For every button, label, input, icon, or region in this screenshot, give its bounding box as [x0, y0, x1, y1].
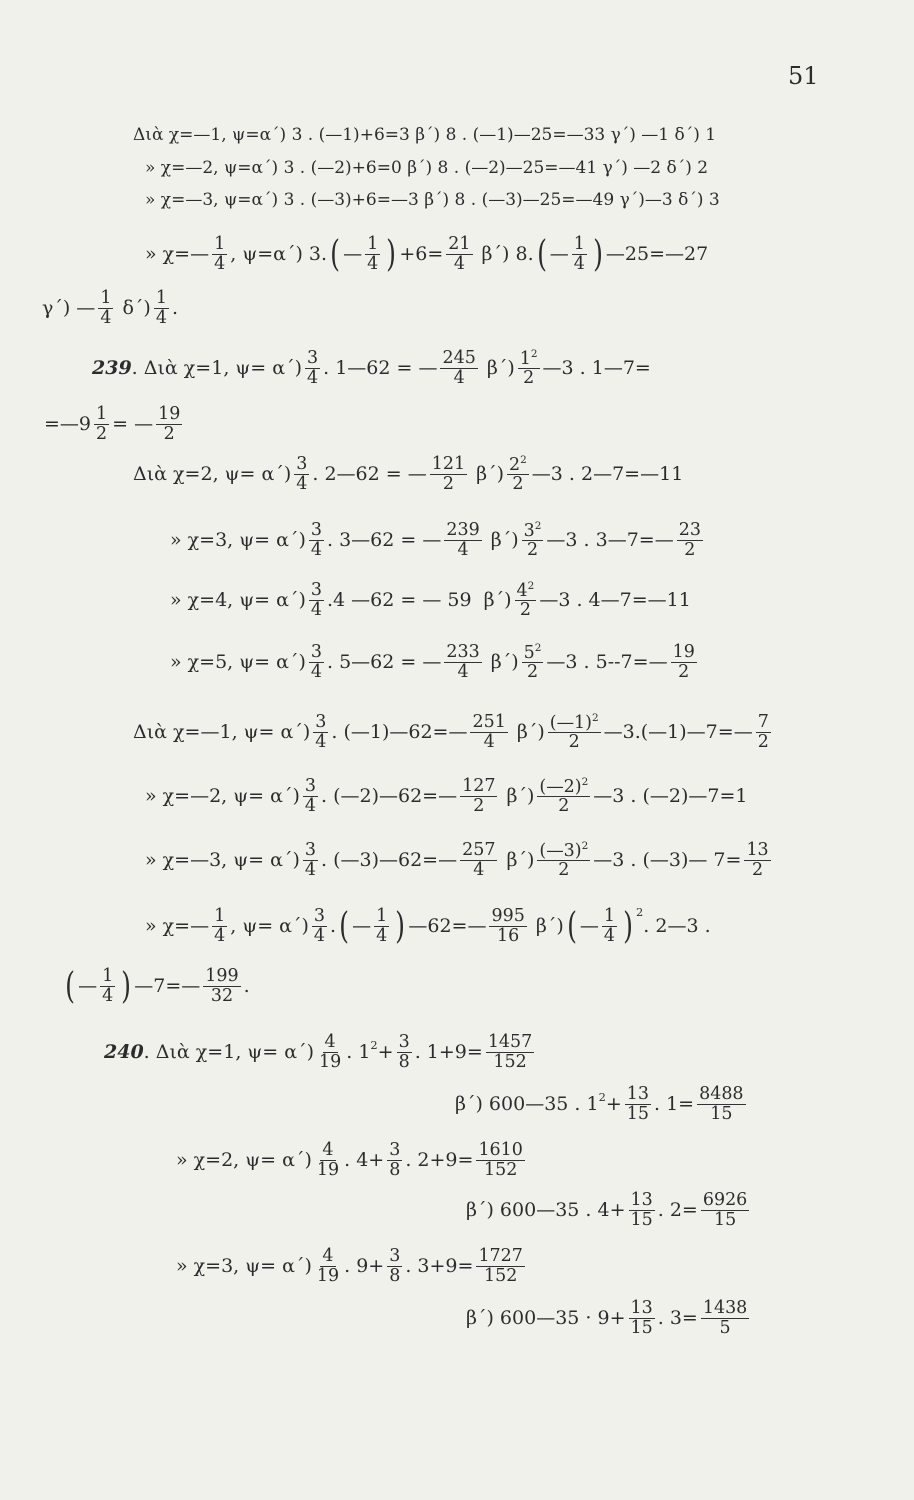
text: » χ=—	[145, 915, 210, 937]
equation-line: Διὰ χ=—1, ψ=α΄) 3 . (—1)+6=3 β΄) 8 . (—1)—25=—33 γ΄) —1 δ΄) 1	[133, 125, 717, 145]
text: β΄)	[500, 849, 535, 871]
fraction: 1 4	[100, 288, 112, 328]
fraction: $\frac{1727}{152}$	[478, 1246, 523, 1286]
fraction: $\frac{21}{4}$	[448, 234, 471, 274]
fraction: $\frac{1}{2}$	[96, 404, 108, 444]
text: γ΄) —	[42, 297, 96, 319]
text: . 2+9=	[405, 1149, 474, 1171]
fraction: 3 4	[307, 348, 319, 388]
fraction: 3 4	[296, 454, 308, 494]
text: —3 . 1—7=	[542, 357, 651, 379]
fraction: 1 4	[376, 906, 388, 946]
fraction: (—2)$^2$ 2	[539, 775, 589, 816]
text: . 3=	[657, 1307, 698, 1329]
equation-line	[133, 700, 774, 764]
equation-line	[455, 1072, 749, 1136]
fraction: $\frac{3}{8}$	[389, 1140, 401, 1180]
text: —3 . 4—7=—11	[539, 589, 691, 611]
text: β΄) 600—35 . 4+	[466, 1199, 626, 1221]
text: » χ=3, ψ= α΄)	[176, 1255, 312, 1277]
equation-line	[170, 568, 691, 632]
text: » χ=2, ψ= α΄)	[176, 1149, 312, 1171]
text: . 1	[346, 1041, 371, 1063]
text: . 3+9=	[405, 1255, 474, 1277]
fraction: 995 16	[491, 906, 525, 946]
fraction: 4 19	[319, 1032, 342, 1072]
text: . 5—62 = —	[327, 651, 442, 673]
text: +	[377, 1041, 394, 1063]
text: +	[605, 1093, 622, 1115]
text: Διὰ χ=2, ψ= α΄)	[133, 463, 292, 485]
right-paren: )	[592, 232, 603, 275]
text: —3 . 5--7=—	[546, 651, 668, 673]
text: . 2—3 .	[643, 915, 711, 937]
equation-line: » χ=—2, ψ=α΄) 3 . (—2)+6=0 β΄) 8 . (—2)—25=—41 γ΄) —2 δ΄) 2	[145, 158, 709, 178]
equation-line	[466, 1286, 752, 1350]
text: β΄) 8.	[475, 243, 534, 265]
fraction: $\frac{13}{15}$	[630, 1298, 653, 1338]
text: =—9	[44, 413, 92, 435]
text: . (—2)—62=—	[321, 785, 458, 807]
fraction: 1 4	[573, 234, 585, 274]
fraction: $\frac{1457}{152}$	[487, 1032, 533, 1072]
text: . 9+	[344, 1255, 385, 1277]
text: » χ=—2, ψ= α΄)	[145, 785, 300, 807]
fraction: 23 2	[678, 520, 701, 560]
fraction: 199 32	[205, 966, 239, 1006]
equation-line	[145, 222, 708, 286]
text: . 3—62 = —	[327, 529, 442, 551]
left-paren: (	[566, 904, 577, 947]
equation-line	[170, 630, 700, 694]
equation-line	[145, 894, 711, 958]
text: . 4+	[344, 1149, 385, 1171]
right-paren: )	[395, 904, 406, 947]
text: .	[330, 915, 337, 937]
fraction: $\frac{1610}{152}$	[478, 1140, 523, 1180]
text: —3.(—1)—7=—	[603, 721, 753, 743]
left-paren: (	[339, 904, 350, 947]
fraction: $\frac{3}{8}$	[389, 1246, 401, 1286]
exponent: 2	[636, 905, 644, 919]
text: β΄)	[484, 529, 519, 551]
text: » χ=—3, ψ= α΄)	[145, 849, 300, 871]
text: » χ=—	[145, 243, 210, 265]
fraction: 1 4	[367, 234, 379, 274]
fraction: $4^2$ 2	[516, 579, 535, 620]
text: β΄)	[484, 651, 519, 673]
text: β΄)	[510, 721, 545, 743]
text: .	[171, 297, 179, 319]
text: » χ=4, ψ= α΄)	[170, 589, 306, 611]
fraction: 1 4	[102, 966, 114, 1006]
text: —3 . (—3)— 7=	[593, 849, 742, 871]
text: β΄)	[470, 463, 504, 485]
text: —3 . (—2)—7=1	[593, 785, 748, 807]
text: . Διὰ χ=1, ψ= α΄)	[131, 357, 302, 379]
fraction: 121 2	[431, 454, 466, 494]
text: β΄) 600—35 · 9+	[466, 1307, 626, 1329]
fraction: $3^2$ 2	[523, 519, 542, 560]
text: —7=—	[134, 975, 201, 997]
equation-line	[92, 336, 651, 400]
equation-line	[42, 276, 178, 340]
fraction: $\frac{8488}{15}$	[699, 1084, 744, 1124]
equation-line: » χ=—3, ψ=α΄) 3 . (—3)+6=—3 β΄) 8 . (—3)—25=—49 γ΄)—3 δ΄) 3	[145, 190, 720, 210]
text: .	[243, 975, 250, 997]
fraction: $2^2$ 2	[509, 453, 527, 494]
fraction: 7 2	[757, 712, 769, 752]
fraction: $\frac{13}{15}$	[630, 1190, 653, 1230]
fraction: 1 4	[214, 906, 226, 946]
text: β΄)	[500, 785, 535, 807]
fraction: 245 4	[442, 348, 476, 388]
fraction: 4 19	[316, 1140, 340, 1180]
text: . 1+9=	[414, 1041, 483, 1063]
text: , ψ= α΄)	[230, 915, 309, 937]
fraction: 3 4	[313, 906, 326, 946]
equation-line	[466, 1178, 752, 1242]
fraction: 3 4	[304, 776, 316, 816]
equation-line	[133, 442, 683, 506]
fraction: 3 4	[310, 642, 322, 682]
text: » χ=5, ψ= α΄)	[170, 651, 306, 673]
left-paren: (	[536, 232, 547, 275]
equation-line	[170, 508, 706, 572]
text: . Διὰ χ=1, ψ= α΄)	[143, 1041, 314, 1063]
fraction: 1 4	[214, 234, 226, 274]
fraction: 19 2	[158, 404, 181, 444]
fraction: 251 4	[472, 712, 506, 752]
right-paren: )	[121, 964, 132, 1007]
text: . 1=	[654, 1093, 695, 1115]
text: , ψ=α΄) 3.	[230, 243, 328, 265]
fraction: 4 19	[316, 1246, 340, 1286]
fraction: $\frac{13}{15}$	[626, 1084, 649, 1124]
fraction: $\frac{6926}{15}$	[702, 1190, 748, 1230]
exercise-number: 240	[104, 1041, 144, 1063]
fraction: $5^2$ 2	[523, 641, 542, 682]
fraction: (—3)$^2$ 2	[539, 839, 589, 880]
fraction: $\frac{13}{2}$	[746, 840, 769, 880]
fraction: 3 4	[310, 520, 322, 560]
exponent: 2	[598, 1090, 606, 1104]
equation-line	[62, 954, 250, 1018]
equation-line	[145, 828, 774, 892]
text: = —	[112, 413, 154, 435]
text: Διὰ χ=—1, ψ= α΄)	[133, 721, 311, 743]
text: —	[352, 915, 372, 937]
text: . 2=	[657, 1199, 698, 1221]
fraction: 3 4	[315, 712, 327, 752]
right-paren: )	[386, 232, 397, 275]
text: —	[343, 243, 363, 265]
fraction: $1^2$ 2	[519, 347, 538, 388]
text: . (—1)—62=—	[331, 721, 468, 743]
text: β΄)	[529, 915, 564, 937]
text: δ΄)	[116, 297, 151, 319]
exercise-number: 239	[92, 357, 132, 379]
fraction: $\frac{1438}{5}$	[702, 1298, 748, 1338]
fraction: (—1)$^2$ 2	[549, 711, 599, 752]
text: .4 —62 = — 59 β΄)	[327, 589, 512, 611]
right-paren: )	[623, 904, 633, 947]
exponent: 2	[370, 1038, 378, 1052]
text: β΄) 600—35 . 1	[455, 1093, 599, 1115]
text: —	[579, 915, 599, 937]
page-number: 51	[788, 62, 819, 90]
fraction: 3 4	[310, 580, 322, 620]
text: —3 . 3—7=—	[546, 529, 674, 551]
text: —	[549, 243, 569, 265]
text: +6=	[399, 243, 444, 265]
text: . (—3)—62=—	[321, 849, 458, 871]
fraction: 257 4	[462, 840, 496, 880]
text: —62=—	[408, 915, 487, 937]
fraction: 233 4	[446, 642, 480, 682]
text: —3 . 2—7=—11	[531, 463, 684, 485]
text: . 2—62 = —	[312, 463, 427, 485]
text: » χ=3, ψ= α΄)	[170, 529, 306, 551]
text: —25=—27	[605, 243, 709, 265]
equation-line	[145, 764, 747, 828]
text: . 1—62 = —	[323, 357, 438, 379]
fraction: $\frac{3}{8}$	[398, 1032, 410, 1072]
text: β΄)	[480, 357, 515, 379]
fraction: 239 4	[446, 520, 480, 560]
fraction: 3 4	[304, 840, 316, 880]
fraction: 127 2	[462, 776, 496, 816]
left-paren: (	[330, 232, 341, 275]
fraction: 1 4	[603, 906, 615, 946]
fraction: 1 4	[155, 288, 167, 328]
text: —	[78, 975, 98, 997]
fraction: 19 2	[672, 642, 695, 682]
left-paren: (	[65, 964, 75, 1007]
